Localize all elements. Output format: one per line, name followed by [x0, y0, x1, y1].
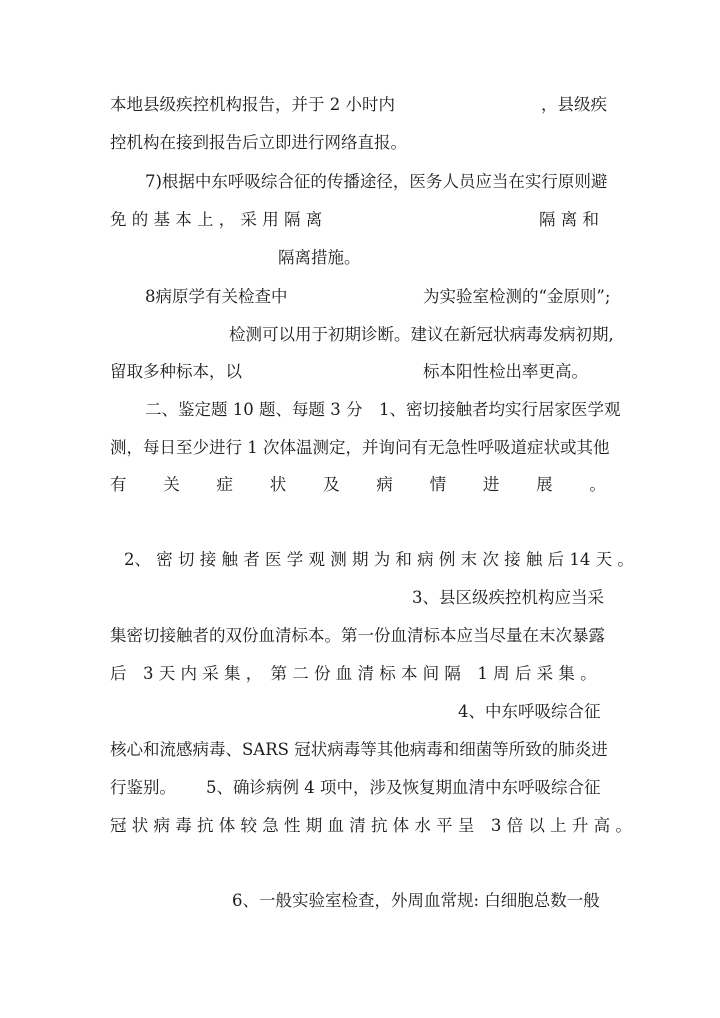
text-line-1b: ，县级疾 [541, 95, 607, 114]
text-line-6a: 8病原学有关检查中 [145, 287, 288, 306]
char: 情 [429, 475, 447, 494]
text-line-4b: 隔 离 和 [539, 210, 599, 229]
char: 展 [536, 475, 553, 494]
text-line-16: 4、中东呼吸综合征 [458, 702, 601, 721]
text-line-20: 6、一般实验室检查，外周血常规: 白细胞总数一般 [232, 891, 600, 910]
text-line-14: 集密切接触者的双份血清标本。第一份血清标本应当尽量在末次暴露 [110, 626, 605, 645]
text-line-15: 后 3 天 内 采 集 ， 第 二 份 血 清 标 本 间 隔 1 周 后 采 集 。 [110, 664, 597, 683]
char: 。 [589, 475, 606, 494]
text-line-4a: 免 的 基 本 上 ， 采 用 隔 离 [110, 210, 323, 229]
char: 进 [482, 475, 500, 494]
text-line-7: 检测可以用于初期诊断。建议在新冠状病毒发病初期, [229, 325, 614, 344]
text-line-6b: 为实验室检测的“金原则”; [423, 287, 611, 306]
text-line-8b: 标本阳性检出率更高。 [423, 362, 588, 381]
text-line-1a: 本地县级疾控机构报告，并于 2 小时内 [110, 95, 395, 114]
char: 病 [376, 475, 393, 494]
char: 有 [110, 475, 127, 494]
text-line-12: 2、 密 切 接 触 者 医 学 观 测 期 为 和 病 例 末 次 接 触 后 14 天 。 [124, 550, 634, 569]
text-line-18b: 5、确诊病例 4 项中，涉及恢复期血清中东呼吸综合征 [206, 778, 601, 797]
text-line-18a: 行鉴别。 [110, 778, 176, 797]
text-line-8a: 留取多种标本，以 [110, 362, 242, 381]
text-line-2: 控机构在接到报告后立即进行网络直报。 [110, 133, 407, 152]
text-line-11 [110, 475, 606, 495]
char: 关 [163, 475, 180, 494]
char: 及 [323, 475, 340, 494]
text-line-9: 二、鉴定题 10 题、每题 3 分 1、密切接触者均实行居家医学观 [145, 400, 621, 419]
char: 症 [216, 475, 234, 494]
text-line-19: 冠 状 病 毒 抗 体 较 急 性 期 血 清 抗 体 水 平 呈 3 倍 以 上 升 高 。 [110, 816, 632, 835]
text-line-17: 核心和流感病毒、SARS 冠状病毒等其他病毒和细菌等所致的肺炎进 [110, 740, 608, 759]
char: 状 [269, 475, 287, 494]
text-line-3: 7)根据中东呼吸综合征的传播途径，医务人员应当在实行原则避 [145, 172, 608, 191]
text-line-13: 3、县区级疾控机构应当采 [412, 588, 604, 607]
text-line-10: 测，每日至少进行 1 次体温测定，并询问有无急性呼吸道症状或其他 [110, 438, 610, 457]
text-line-5: 隔离措施。 [278, 248, 361, 267]
